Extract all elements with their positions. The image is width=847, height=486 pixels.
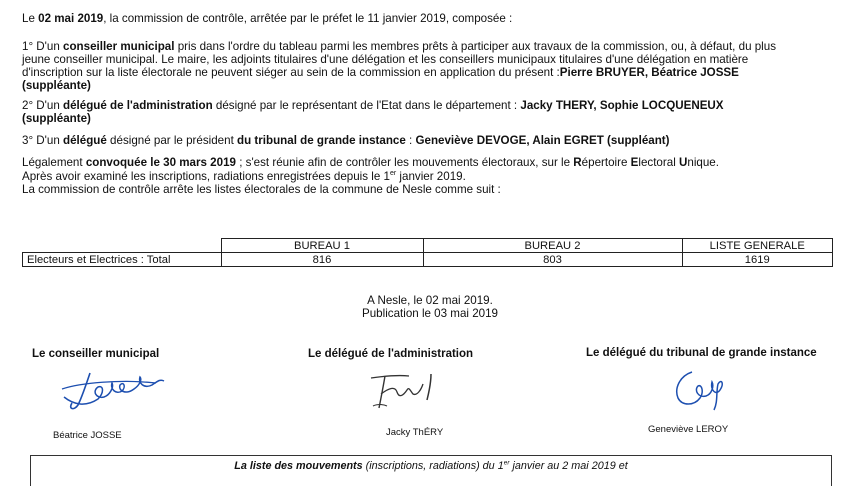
publication-date: Publication le 03 mai 2019	[362, 307, 498, 320]
table-row	[23, 253, 833, 267]
item2-line2: (suppléante)	[22, 112, 91, 125]
item2-line1: 2° D'un délégué de l'administration désigné par le représentant de l'Etat dans le département : Jacky THERY, Sophie LOCQUENEUX	[22, 99, 724, 112]
table-header: BUREAU 2	[423, 239, 682, 253]
signature-josse	[60, 365, 170, 415]
table-header-row	[23, 239, 833, 253]
table-cell: 803	[423, 253, 682, 267]
item1-line1: 1° D'un conseiller municipal pris dans l'ordre du tableau parmi les membres prêts à participer aux travaux de la commission, ou, à défaut, du plus	[22, 40, 777, 53]
signatory-name: Béatrice JOSSE	[53, 430, 122, 441]
electors-table	[22, 238, 833, 267]
signature-title: Le délégué de l'administration	[308, 348, 474, 360]
signature-thery	[365, 370, 445, 415]
movements-box	[30, 455, 832, 486]
item1-line4: (suppléante)	[22, 79, 91, 92]
item3-line: 3° D'un délégué désigné par le président du tribunal de grande instance : Geneviève DEVOGE, Alain EGRET (suppléant)	[22, 134, 670, 147]
examination-line: Après avoir examiné les inscriptions, radiations enregistrées depuis le 1er janvier 2019.	[22, 170, 466, 183]
item1-line2: jeune conseiller municipal. Le maire, les adjoints titulaires d'une délégation et les conseillers municipaux titulaires d'une délégation en matière	[22, 53, 749, 66]
table-header: LISTE GENERALE	[682, 239, 833, 253]
table-row-label: Electeurs et Electrices : Total	[23, 253, 222, 267]
signatory-name: Geneviève LEROY	[648, 424, 729, 435]
table-cell: 1619	[682, 253, 833, 267]
item1-line3: d'inscription sur la liste électorale ne peuvent siéger au sein de la commission en application du présent :Pierre BRUYER, Béatrice JOSSE	[22, 66, 739, 79]
movements-text: La liste des mouvements (inscriptions, radiations) du 1er janvier au 2 mai 2019 et	[234, 459, 628, 472]
signatory-name: Jacky ThÉRY	[386, 427, 444, 438]
table-header: BUREAU 1	[221, 239, 423, 253]
signature-title: Le conseiller municipal	[32, 348, 160, 360]
signature-leroy	[670, 368, 730, 413]
table-corner	[23, 239, 222, 253]
table-cell: 816	[221, 253, 423, 267]
signature-title: Le délégué du tribunal de grande instance	[586, 347, 817, 359]
convocation-line: Légalement convoquée le 30 mars 2019 ; s'est réunie afin de contrôler les mouvements électoraux, sur le Répertoire Electoral Unique.	[22, 156, 719, 169]
intro-line: Le 02 mai 2019, la commission de contrôle, arrêtée par le préfet le 11 janvier 2019, composée :	[22, 12, 513, 25]
decision-line: La commission de contrôle arrête les listes électorales de la commune de Nesle comme suit :	[22, 183, 501, 196]
place-date: A Nesle, le 02 mai 2019.	[367, 294, 493, 307]
